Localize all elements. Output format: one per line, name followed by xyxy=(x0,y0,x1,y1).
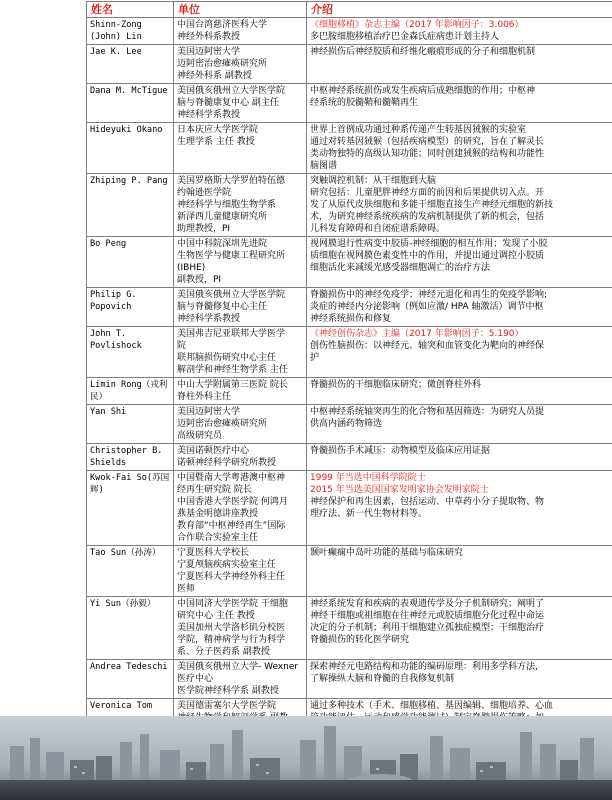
speaker-unit-line: 宁夏医科大学神经外科主任 xyxy=(177,572,286,582)
speaker-unit-line: 中国暨南大学粤港澳中枢神 xyxy=(177,473,286,483)
speaker-name-line: Philip G. xyxy=(90,290,137,300)
intro-line: 经系统的胶髓鞘和髓鞘再生 xyxy=(310,98,419,108)
speaker-intro-cell xyxy=(307,84,612,123)
speaker-unit-line: 美国加州大学洛杉矶分校医 xyxy=(177,623,286,633)
speaker-unit-line: 美国德雷塞尔大学医学院 xyxy=(177,701,277,711)
speaker-name-cell xyxy=(87,444,174,471)
speaker-intro-cell xyxy=(307,471,612,546)
speaker-unit-line: 中国台湾慈济医科大学 xyxy=(177,20,268,30)
speaker-unit-line: 医学院神经科学系 副教授 xyxy=(177,686,279,696)
intro-line: 细胞活化来减缓光感受器细胞凋亡的治疗方法 xyxy=(310,263,491,273)
speaker-unit-cell xyxy=(174,546,307,597)
intro-line: 脊髓损伤手术减压：动物模型及临床应用证据 xyxy=(310,446,491,456)
speaker-unit-line: 助理教授，PI xyxy=(177,224,231,234)
speaker-unit-line: 美国弗吉尼亚联邦大学医学 xyxy=(177,329,286,339)
speaker-unit-cell xyxy=(174,327,307,378)
speaker-name-line: John T. xyxy=(90,329,127,339)
speaker-unit-cell xyxy=(174,123,307,174)
speaker-unit-line: 约翰逊医学院 xyxy=(177,188,232,198)
speaker-intro-cell xyxy=(307,327,612,378)
speaker-unit-line: 美国俄亥俄州立大学医学院 xyxy=(177,86,286,96)
speaker-unit-cell xyxy=(174,174,307,237)
intro-line: 脊髓损伤的转化医学研究 xyxy=(310,635,410,645)
speaker-unit-line: 日本庆应大学医学院 xyxy=(177,125,259,135)
column-header-intro: 介绍 xyxy=(307,2,612,18)
speaker-unit-line: 美国迈阿密大学 xyxy=(177,407,241,417)
table-row xyxy=(87,18,612,45)
speaker-unit-cell xyxy=(174,18,307,45)
intro-line: 中枢神经系统损伤或发生疾病后成熟细胞的作用；中枢神 xyxy=(310,86,536,96)
speaker-unit-line: 美国迈阿密大学 xyxy=(177,47,241,57)
intro-line: 类动物独特的高级认知功能；同时创建狨猴的结构和功能性 xyxy=(310,149,545,159)
speaker-intro-cell xyxy=(307,378,612,405)
table-row xyxy=(87,288,612,327)
table-row xyxy=(87,174,612,237)
speaker-intro-cell xyxy=(307,546,612,597)
speaker-intro-cell xyxy=(307,405,612,444)
speaker-name-cell xyxy=(87,471,174,546)
speaker-unit-line: 美国俄亥俄州立大学医学院 xyxy=(177,290,286,300)
intro-line: 质细胞在视网膜色素变性中的作用，并提出通过调控小胶质 xyxy=(310,251,545,261)
speaker-unit-cell xyxy=(174,45,307,84)
speaker-unit-line: 医疗中心 xyxy=(177,674,214,684)
skyline-image xyxy=(0,716,612,800)
speaker-intro-cell xyxy=(307,18,612,45)
speaker-unit-line: 神经外科系教授 xyxy=(177,32,241,42)
speaker-name-line: 辉) xyxy=(90,485,104,495)
speaker-name-line: Hideyuki Okano xyxy=(90,125,163,135)
speaker-name-line: Veronica Tom xyxy=(90,701,153,711)
table-row xyxy=(87,123,612,174)
speaker-unit-cell xyxy=(174,237,307,288)
intro-line: 炎症的神经内分泌影响（例如应激/ HPA 轴激活）调节中枢 xyxy=(310,302,544,312)
speaker-name-cell xyxy=(87,327,174,378)
intro-line: 视网膜退行性病变中胶质-神经细胞的相互作用；发现了小胶 xyxy=(310,239,548,249)
speaker-name-line: Christopher B. xyxy=(90,446,163,456)
speaker-unit-line: 教育部“中枢神经再生”国际 xyxy=(177,521,286,531)
speaker-unit-line: 脊柱外科主任 xyxy=(177,392,232,402)
speaker-unit-line: 迈阿密治愈瘫痪研究所 xyxy=(177,419,268,429)
intro-line: 神经保护和再生因素，包括运动、中草药小分子提取物、物 xyxy=(310,497,545,507)
speaker-name-cell xyxy=(87,237,174,288)
table-row xyxy=(87,405,612,444)
speaker-name-line: Yan Shi xyxy=(90,407,127,417)
speaker-intro-cell xyxy=(307,174,612,237)
speaker-name-cell xyxy=(87,123,174,174)
speaker-name-line: Limin Rong（戎利 xyxy=(90,380,168,390)
table-row xyxy=(87,546,612,597)
intro-line: 世界上首例成功通过种系传递产生转基因狨猴的实验室 xyxy=(310,125,527,135)
table-row xyxy=(87,237,612,288)
intro-line: 供高内涵药物筛选 xyxy=(310,419,383,429)
table-row xyxy=(87,45,612,84)
speaker-intro-cell xyxy=(307,660,612,699)
column-header-name: 姓名 xyxy=(87,2,174,18)
speaker-name-line: Yi Sun（孙毅） xyxy=(90,599,156,609)
speaker-unit-line: 经再生研究院 院长 xyxy=(177,485,252,495)
speaker-unit-cell xyxy=(174,405,307,444)
speaker-name-line: Jae K. Lee xyxy=(90,47,142,57)
speaker-name-line: Tao Sun（孙涛） xyxy=(90,548,161,558)
intro-line: 发了从原代皮肤细胞和多能干细胞直接生产神经元细胞的新技 xyxy=(310,200,554,210)
intro-line: 通过对转基因狨猴（包括疾病模型）的研究，旨在了解灵长 xyxy=(310,137,545,147)
speaker-unit-line: 美国诺顿医疗中心 xyxy=(177,446,250,456)
intro-line: 突触调控机制：从干细胞到大脑 xyxy=(310,176,437,186)
intro-line: 通过多种技术（手术、细胞移植、基因编辑、细胞培养、心血 xyxy=(310,701,554,711)
speaker-name-line: Shields xyxy=(90,458,127,468)
speaker-name-line: Dana M. McTigue xyxy=(90,86,168,96)
speaker-unit-cell xyxy=(174,444,307,471)
speaker-unit-line: 高级研究员 xyxy=(177,431,223,441)
speaker-unit-line: (IBHE) xyxy=(177,263,206,273)
speaker-unit-cell xyxy=(174,660,307,699)
table-header-row xyxy=(87,2,612,18)
table-row xyxy=(87,660,612,699)
speaker-unit-line: 中国中科院深圳先进院 xyxy=(177,239,268,249)
speaker-unit-line: 中山大学附属第三医院 院长 xyxy=(177,380,288,390)
speaker-intro-cell xyxy=(307,123,612,174)
speaker-name-line: Povlishock xyxy=(90,341,142,351)
table-row xyxy=(87,471,612,546)
speaker-unit-line: 中国香港大学医学院 何鸿月 xyxy=(177,497,288,507)
speaker-unit-line: 院 xyxy=(177,341,187,351)
speaker-name-cell xyxy=(87,660,174,699)
speaker-unit-cell xyxy=(174,597,307,660)
speaker-name-line: Popovich xyxy=(90,302,132,312)
speaker-unit-line: 迈阿密治愈瘫痪研究所 xyxy=(177,59,268,69)
speaker-unit-line: 解剖学和神经生物学系 主任 xyxy=(177,365,288,375)
intro-highlight-line: 《细胞移植》杂志主编（2017 年影响因子：3.006） xyxy=(310,20,524,30)
speaker-name-line: 民） xyxy=(90,392,108,402)
table-row xyxy=(87,378,612,405)
intro-line: 护 xyxy=(310,353,320,363)
speaker-intro-cell xyxy=(307,597,612,660)
speaker-name-cell xyxy=(87,378,174,405)
speaker-intro-cell xyxy=(307,288,612,327)
intro-highlight-line: 《神经创伤杂志》主编（2017 年影响因子：5.190） xyxy=(310,329,524,339)
intro-line: 脑图谱 xyxy=(310,161,338,171)
intro-line: 创伤性脑损伤：以神经元、轴突和血管变化为靶向的神经保 xyxy=(310,341,545,351)
intro-line: 神经干细胞或祖细胞在往神经元或胶质细胞分化过程中命运 xyxy=(310,611,545,621)
intro-line: 理疗法、新一代生物材料等。 xyxy=(310,509,428,519)
speaker-unit-line: 燕基金明德讲座教授 xyxy=(177,509,259,519)
speaker-unit-line: 联邦脑损伤研究中心主任 xyxy=(177,353,277,363)
speaker-unit-line: 神经科学与细胞生物学系 xyxy=(177,200,277,210)
speaker-unit-cell xyxy=(174,288,307,327)
speaker-unit-line: 生理学系 主任 教授 xyxy=(177,137,255,147)
speaker-name-cell xyxy=(87,18,174,45)
speaker-unit-line: 学院，精神病学与行为科学 xyxy=(177,635,286,645)
speaker-intro-cell xyxy=(307,444,612,471)
speaker-name-cell xyxy=(87,45,174,84)
speaker-intro-cell xyxy=(307,45,612,84)
speaker-unit-line: 神经外科系 副教授 xyxy=(177,71,252,81)
city-skyline-banner xyxy=(0,716,612,800)
speaker-unit-line: 神经科学系教授 xyxy=(177,314,241,324)
speaker-unit-line: 中国同济大学医学院 干细胞 xyxy=(177,599,288,609)
intro-line: 脊髓损伤中的神经免疫学；神经元退化和再生的免疫学影响; xyxy=(310,290,548,300)
intro-line: 神经系统发育和疾病的表观遗传学及分子机制研究；阐明了 xyxy=(310,599,545,609)
intro-line: 了解操纵大脑和脊髓的自我修复机制 xyxy=(310,674,455,684)
speaker-unit-line: 新泽西儿童健康研究所 xyxy=(177,212,268,222)
speaker-unit-line: 合作联合实验室主任 xyxy=(177,533,259,543)
intro-highlight-line: 2015 年当选美国国家发明家协会发明家院士 xyxy=(310,485,489,495)
speaker-unit-line: 生物医学与健康工程研究所 xyxy=(177,251,286,261)
speaker-intro-cell xyxy=(307,237,612,288)
intro-line: 研究包括：儿童肥胖神经方面的前因和后果提供切入点。开 xyxy=(310,188,545,198)
speaker-unit-line: 脑与脊髓修复中心主任 xyxy=(177,302,268,312)
intro-line: 神经损伤后神经胶质和纤维化瘢痕形成的分子和细胞机制 xyxy=(310,47,536,57)
speaker-name-cell xyxy=(87,174,174,237)
intro-line: 术，为研究神经系统疾病的发病机制提供了新的机会，包括 xyxy=(310,212,545,222)
table-row xyxy=(87,444,612,471)
speaker-name-cell xyxy=(87,288,174,327)
speaker-name-line: Shinn-Zong xyxy=(90,20,142,30)
table-row xyxy=(87,84,612,123)
column-header-unit: 单位 xyxy=(174,2,307,18)
table-row xyxy=(87,597,612,660)
speaker-name-cell xyxy=(87,84,174,123)
intro-line: 儿科发育障碍和自闭症谱系障碍。 xyxy=(310,224,446,234)
speaker-unit-line: 系、分子医药系 副教授 xyxy=(177,647,270,657)
intro-line: 颞叶癫痫中岛叶功能的基础与临床研究 xyxy=(310,548,464,558)
speaker-name-line: Bo Peng xyxy=(90,239,127,249)
speaker-unit-line: 美国俄亥俄州立大学- Wexner xyxy=(177,662,299,672)
intro-line: 探索神经元电路结构和功能的编码原理：利用多学科方法， xyxy=(310,662,545,672)
speaker-unit-line: 诺顿神经科学研究所教授 xyxy=(177,458,277,468)
speaker-unit-line: 副教授，PI xyxy=(177,275,222,285)
speaker-name-cell xyxy=(87,597,174,660)
speaker-name-line: Zhiping P. Pang xyxy=(90,176,168,186)
speaker-unit-cell xyxy=(174,84,307,123)
speaker-unit-cell xyxy=(174,471,307,546)
intro-line: 神经系统损伤和修复 xyxy=(310,314,392,324)
intro-line: 中枢神经系统轴突再生的化合物和基因筛选：为研究人员提 xyxy=(310,407,545,417)
speaker-name-line: Kwok-Fai So(苏国 xyxy=(90,473,170,483)
speaker-unit-line: 医师 xyxy=(177,584,196,594)
speaker-unit-line: 宁夏颅脑疾病实验室主任 xyxy=(177,560,277,570)
speaker-name-line: Andrea Tedeschi xyxy=(90,662,168,672)
table-body xyxy=(87,18,612,738)
intro-line: 脊髓损伤的干细胞临床研究；微创脊柱外科 xyxy=(310,380,482,390)
speaker-unit-cell xyxy=(174,378,307,405)
table-row xyxy=(87,327,612,378)
intro-line: 决定的分子机制；利用干细胞建立孤独症模型；干细胞治疗 xyxy=(310,623,545,633)
speaker-name-cell xyxy=(87,546,174,597)
speaker-name-cell xyxy=(87,405,174,444)
speaker-unit-line: 脑与脊髓康复中心 副主任 xyxy=(177,98,279,108)
intro-line: 多巴胺细胞移植治疗巴金森氏症病患计划主持人 xyxy=(310,32,500,42)
speaker-unit-line: 神经科学系教授 xyxy=(177,110,241,120)
speaker-table xyxy=(86,1,612,738)
speaker-name-line: (John) Lin xyxy=(90,32,142,42)
speaker-unit-line: 宁夏医科大学校长 xyxy=(177,548,250,558)
speaker-unit-line: 美国罗格斯大学罗伯特伍德 xyxy=(177,176,286,186)
speaker-unit-line: 研究中心 主任 教授 xyxy=(177,611,255,621)
intro-highlight-line: 1999 年当选中国科学院院士 xyxy=(310,473,426,483)
